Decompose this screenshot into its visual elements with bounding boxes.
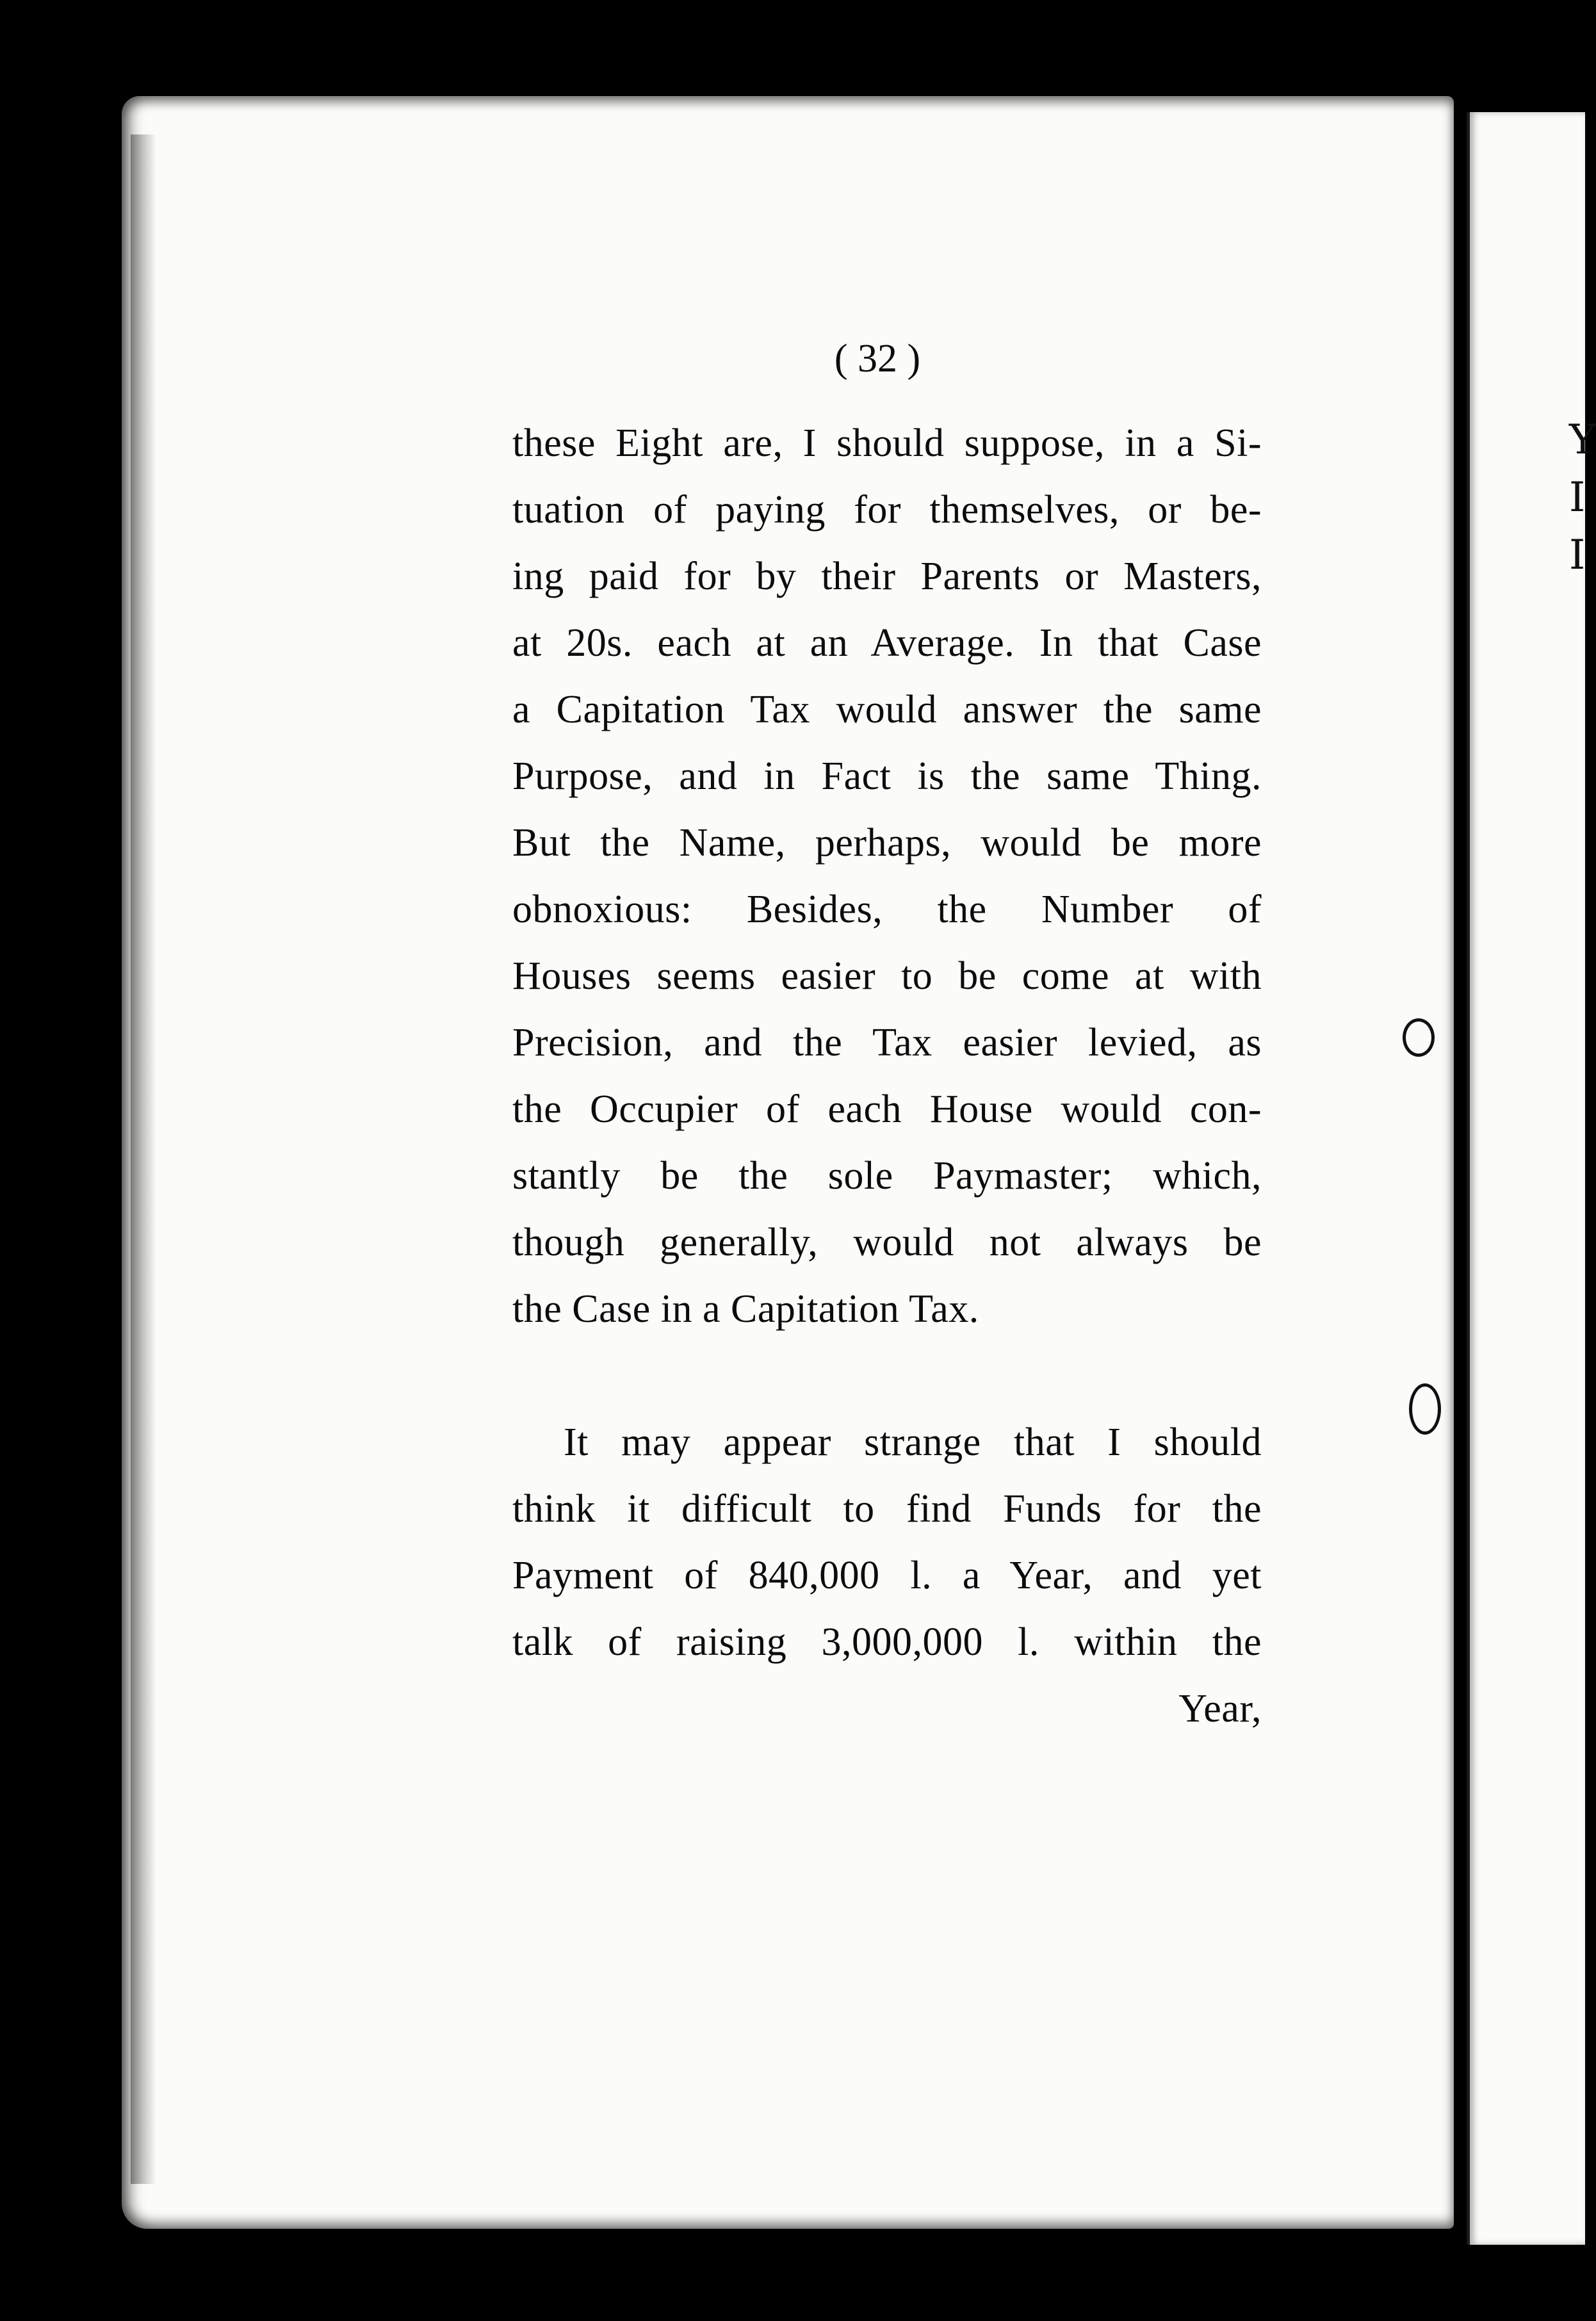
facing-page-edge — [1467, 112, 1596, 2245]
page-number: ( 32 ) — [834, 337, 921, 380]
paragraph-gap — [512, 1342, 1262, 1409]
facing-page-fragment: I — [1569, 474, 1586, 521]
facing-page-fragment: Y — [1569, 416, 1596, 464]
text-line: Payment of 840,000 l. a Year, and yet — [512, 1554, 1262, 1597]
text-line: ing paid for by their Parents or Masters, — [512, 555, 1262, 598]
text-line: think it difficult to find Funds for the — [512, 1487, 1262, 1531]
text-line: obnoxious: Besides, the Number of — [512, 888, 1262, 931]
text-line: though generally, would not always be — [512, 1221, 1262, 1264]
paragraph — [512, 1409, 1262, 1675]
binding-thread-knot — [1403, 1018, 1435, 1057]
text-line: the Case in a Capitation Tax. — [512, 1287, 979, 1331]
text-line: these Eight are, I should suppose, in a Si- — [512, 421, 1262, 465]
text-line: Purpose, and in Fact is the same Thing. — [512, 754, 1262, 798]
catchword: Year, — [1178, 1687, 1262, 1731]
text-line: But the Name, perhaps, would be more — [512, 821, 1262, 865]
text-line: tuation of paying for themselves, or be- — [512, 488, 1262, 532]
body-text — [512, 410, 1262, 1742]
text-line: stantly be the sole Paymaster; which, — [512, 1154, 1262, 1198]
text-line: It may appear strange that I should — [564, 1421, 1262, 1464]
text-line: at 20s. each at an Average. In that Case — [512, 621, 1262, 665]
paragraph — [512, 410, 1262, 1342]
text-line: the Occupier of each House would con- — [512, 1087, 1262, 1131]
text-line: talk of raising 3,000,000 l. within the — [512, 1620, 1262, 1664]
text-line: Precision, and the Tax easier levied, as — [512, 1021, 1262, 1064]
text-line: Houses seems easier to be come at with — [512, 954, 1262, 998]
facing-page-fragment: I — [1569, 532, 1586, 579]
text-line: a Capitation Tax would answer the same — [512, 688, 1262, 731]
binding-thread-knot — [1409, 1383, 1441, 1435]
